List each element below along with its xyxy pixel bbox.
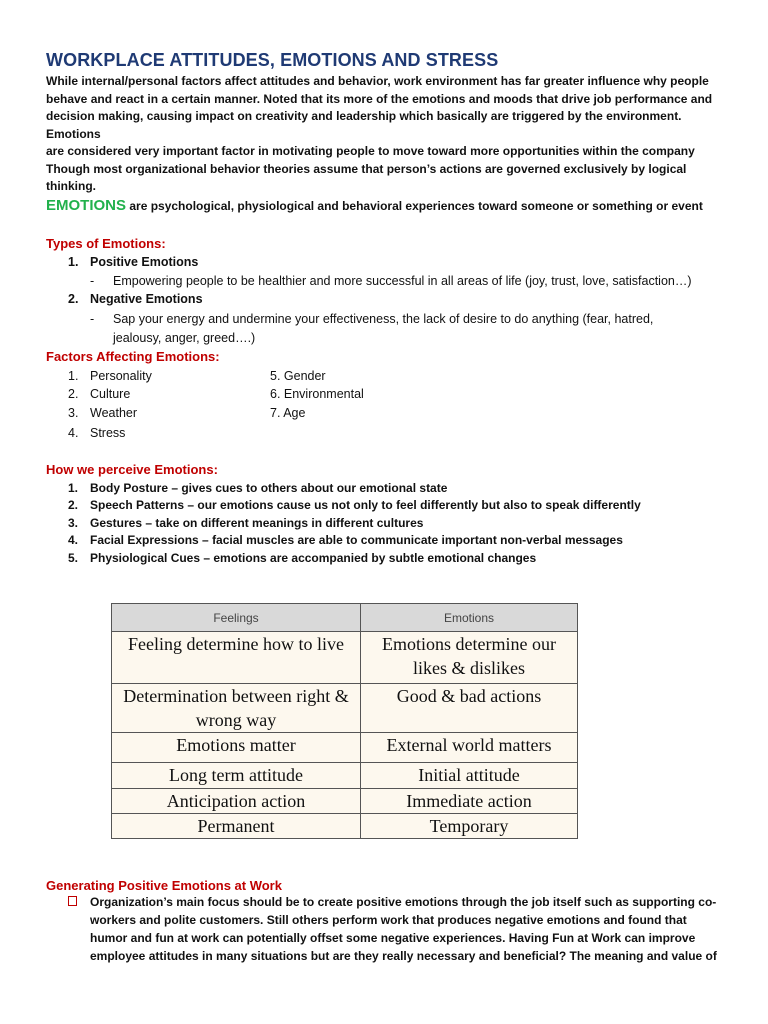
type-desc-negative-cont: jealousy, anger, greed….) xyxy=(113,331,256,345)
feelings-emotions-table xyxy=(111,603,578,839)
emotions-keyword: EMOTIONS xyxy=(46,197,127,214)
perceive-item: 3. Gestures – take on different meanings in different cultures xyxy=(68,516,424,530)
table-row xyxy=(112,733,578,763)
table-header-feelings: Feelings xyxy=(112,604,361,632)
table-cell: Good & bad actions xyxy=(361,684,578,733)
table-cell: Long term attitude xyxy=(112,763,361,789)
intro-paragraph xyxy=(46,73,736,196)
table-cell: External world matters xyxy=(361,733,578,763)
page-title: WORKPLACE ATTITUDES, EMOTIONS AND STRESS xyxy=(46,50,499,70)
perceive-item: 5. Physiological Cues – emotions are accompanied by subtle emotional changes xyxy=(68,551,537,565)
emotions-definition-text: are psychological, physiological and behavioral experiences toward someone or something or event xyxy=(126,199,703,213)
type-desc-negative: - Sap your energy and undermine your effectiveness, the lack of desire to do anything (fear, hatred, xyxy=(90,312,654,326)
table-cell: Feeling determine how to live xyxy=(112,632,361,684)
intro-line: decision making, causing impact on creativity and leadership which basically are triggered by the environment. Emotions xyxy=(46,109,682,141)
type-label: Negative Emotions xyxy=(90,292,203,306)
perceive-item: 4. Facial Expressions – facial muscles are able to communicate important non-verbal messages xyxy=(68,533,623,547)
factor-item: 6. Environmental xyxy=(270,387,364,401)
table-cell: Immediate action xyxy=(361,789,578,814)
type-desc-positive: - Empowering people to be healthier and more successful in all areas of life (joy, trust, love, satisfaction…) xyxy=(90,274,692,288)
types-heading: Types of Emotions: xyxy=(46,236,166,251)
table-cell: Determination between right & wrong way xyxy=(112,684,361,733)
table-row xyxy=(112,789,578,814)
type-label: Positive Emotions xyxy=(90,255,199,269)
table-cell: Emotions determine our likes & dislikes xyxy=(361,632,578,684)
factor-item: 3. Weather xyxy=(68,406,138,420)
factor-item: 4. Stress xyxy=(68,426,126,440)
table-row xyxy=(112,684,578,733)
generating-paragraph xyxy=(90,893,730,965)
perceive-heading: How we perceive Emotions: xyxy=(46,462,218,477)
factors-heading: Factors Affecting Emotions: xyxy=(46,349,220,364)
table-row xyxy=(112,632,578,684)
table-cell: Emotions matter xyxy=(112,733,361,763)
generating-line: humor and fun at work can potentially offset some negative experiences. Having Fun at Work can improve xyxy=(90,931,696,945)
generating-line: employee attitudes in many situations but are they really necessary and beneficial? The meaning and value of xyxy=(90,949,717,963)
intro-line: behave and react in a certain manner. Noted that its more of the emotions and moods that drive job performance and xyxy=(46,91,713,106)
generating-line: workers and polite customers. Still others perform work that produces negative emotions and found that xyxy=(90,913,687,927)
factor-item: 5. Gender xyxy=(270,369,326,383)
intro-line: While internal/personal factors affect attitudes and behavior, work environment has far greater influence why people xyxy=(46,74,709,88)
table-cell: Initial attitude xyxy=(361,763,578,789)
generating-line: Organization’s main focus should be to create positive emotions through the job itself such as supporting co- xyxy=(90,895,717,909)
factor-item: 2. Culture xyxy=(68,387,131,401)
intro-line: thinking. xyxy=(46,179,96,193)
table-cell: Anticipation action xyxy=(112,789,361,814)
table-header-emotions: Emotions xyxy=(361,604,578,632)
table-header-row xyxy=(112,604,578,632)
emotions-definition xyxy=(46,197,703,214)
type-item-negative: 2. Negative Emotions xyxy=(68,292,203,306)
type-item-positive: 1. Positive Emotions xyxy=(68,255,199,269)
perceive-item: 2. Speech Patterns – our emotions cause us not only to feel differently but also to speak differently xyxy=(68,498,641,512)
square-bullet-icon xyxy=(68,896,77,906)
table-cell: Temporary xyxy=(361,814,578,839)
factor-item: 7. Age xyxy=(270,406,306,420)
intro-line: Though most organizational behavior theories assume that person’s actions are governed exclusively by logical xyxy=(46,161,687,176)
generating-heading: Generating Positive Emotions at Work xyxy=(46,878,282,893)
factor-item: 1. Personality xyxy=(68,369,152,383)
intro-line: are considered very important factor in motivating people to move toward more opportunities within the company xyxy=(46,144,695,158)
perceive-item: 1. Body Posture – gives cues to others about our emotional state xyxy=(68,481,448,495)
table-cell: Permanent xyxy=(112,814,361,839)
table-row xyxy=(112,814,578,839)
table-row xyxy=(112,763,578,789)
